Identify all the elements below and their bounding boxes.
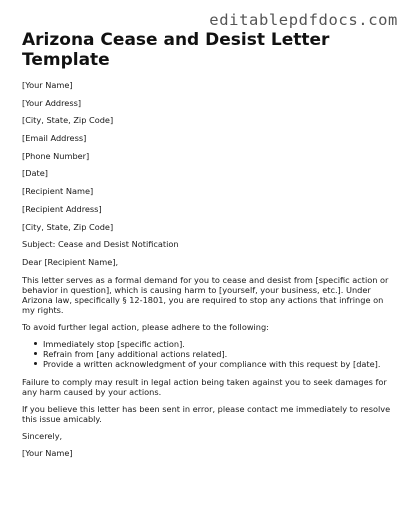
sender-email: [Email Address] <box>22 133 87 144</box>
subject-line: Subject: Cease and Desist Notification <box>22 239 179 250</box>
document-title: Arizona Cease and Desist Letter Template <box>22 30 330 70</box>
list-item: Immediately stop [specific action]. <box>34 339 394 349</box>
recipient-name: [Recipient Name] <box>22 186 94 197</box>
letter-date: [Date] <box>22 168 48 179</box>
demands-list <box>22 339 394 369</box>
sender-city-state-zip: [City, State, Zip Code] <box>22 115 114 126</box>
letter-document <box>22 30 394 466</box>
intro-paragraph: This letter serves as a formal demand for you to cease and desist from [specific action or behavior in question], which is causing harm to [yourself, your business, etc.]. Under Arizona law, specifically § 12-1801, you are required to stop any actions that infringe on my rights. <box>22 274 389 315</box>
consequence-paragraph: Failure to comply may result in legal action being taken against you to seek damages for any harm caused by your actions. <box>22 376 387 397</box>
salutation: Dear [Recipient Name], <box>22 256 119 267</box>
sender-name: [Your Name] <box>22 80 73 90</box>
signature-name: [Your Name] <box>22 448 73 459</box>
recipient-city-state-zip: [City, State, Zip Code] <box>22 221 114 232</box>
instructions-paragraph: To avoid further legal action, please adhere to the following: <box>22 321 269 332</box>
list-item: Refrain from [any additional actions related]. <box>34 349 394 359</box>
sender-phone: [Phone Number] <box>22 150 90 161</box>
closing: Sincerely, <box>22 430 63 441</box>
error-note-paragraph: If you believe this letter has been sent in error, please contact me immediately to resolve this issue amicably. <box>22 403 391 424</box>
recipient-address: [Recipient Address] <box>22 203 102 214</box>
site-watermark: editablepdfdocs.com <box>209 11 398 29</box>
sender-address: [Your Address] <box>22 97 82 108</box>
list-item: Provide a written acknowledgment of your compliance with this request by [date]. <box>34 359 394 369</box>
